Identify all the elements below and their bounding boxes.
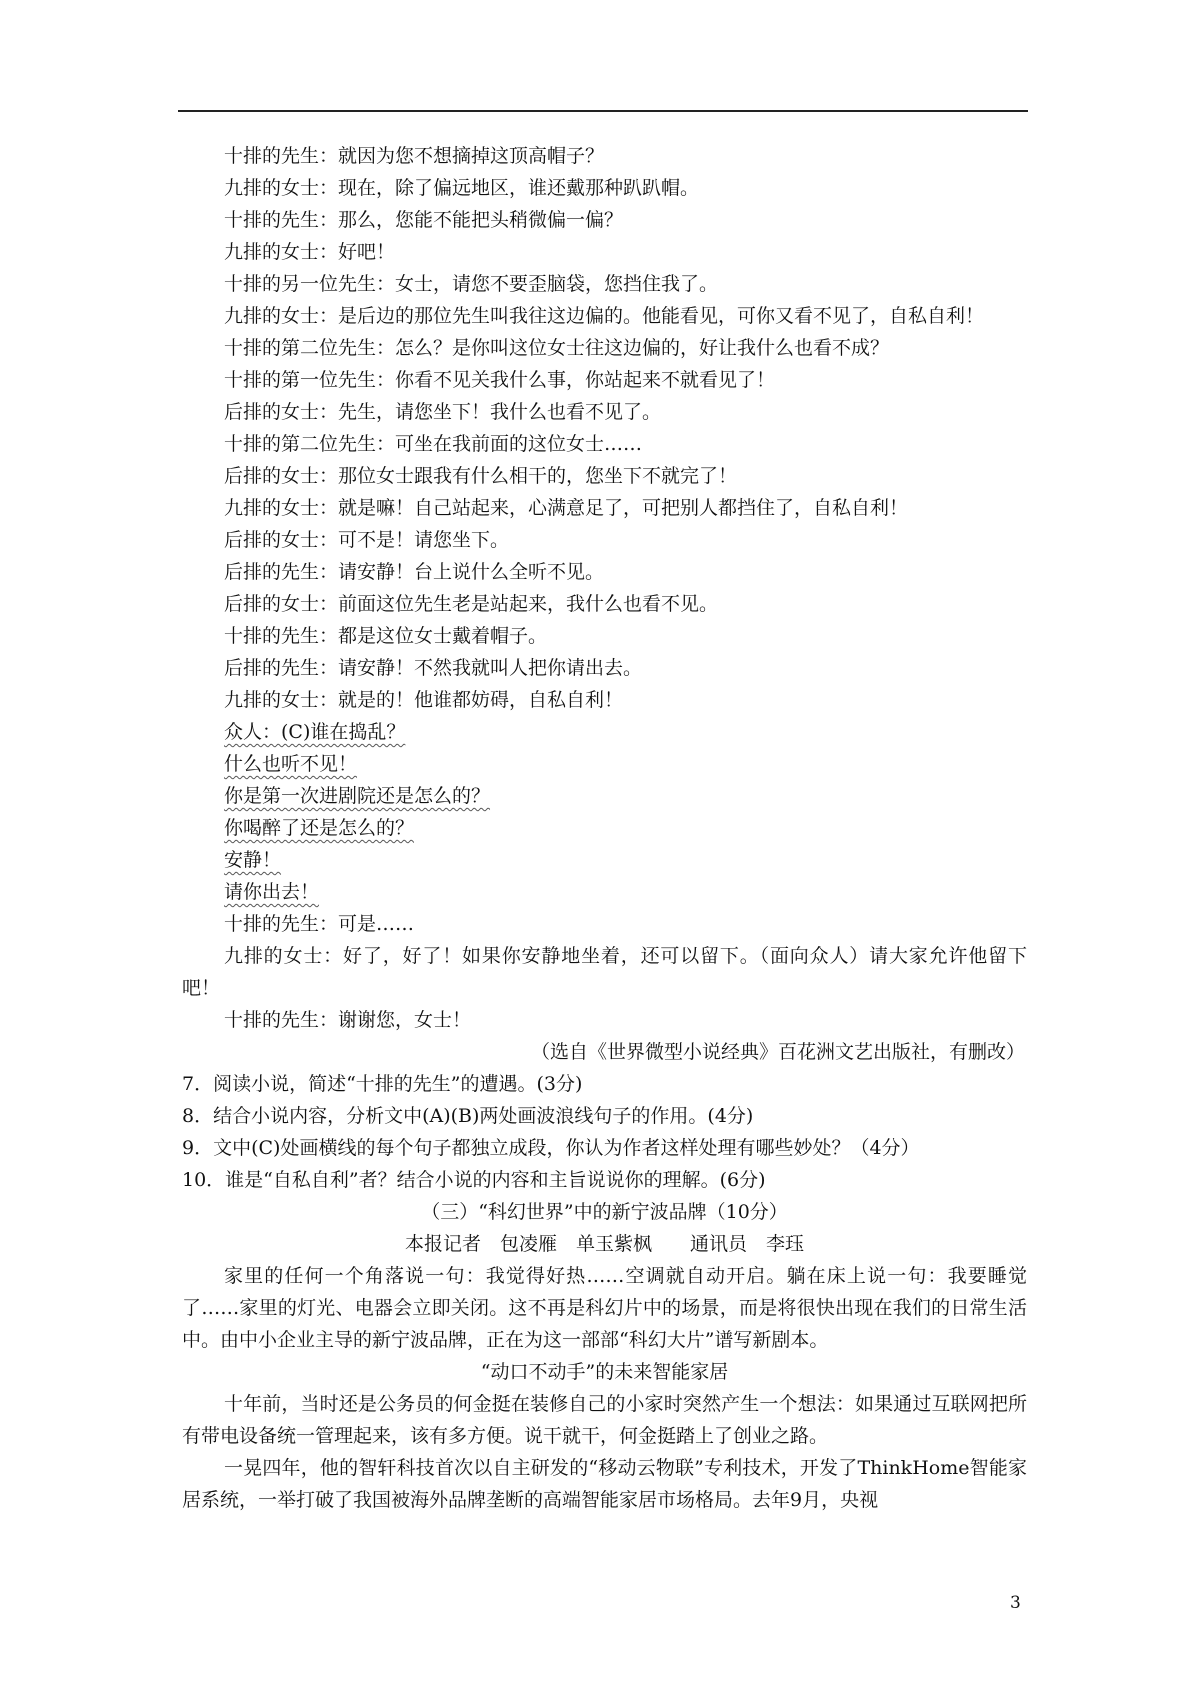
dialogue-line: 九排的女士：是后边的那位先生叫我往这边偏的。他能看见，可你又看不见了，自私自利！: [224, 305, 985, 327]
dialogue-line: 后排的女士：那位女士跟我有什么相干的，您坐下不就完了！: [224, 465, 738, 487]
question-7: 7．阅读小说，简述“十排的先生”的遭遇。(3分): [182, 1073, 583, 1095]
article-intro: 家里的任何一个角落说一句：我觉得好热……空调就自动开启。躺在床上说一句：我要睡觉了……家里的灯光、电器会立即关闭。这不再是科幻片中的场景，而是将很快出现在我们的日常生活中。由中小企业主导的新宁波品牌，正在为这一部部“科幻大片”谱写新剧本。: [182, 1265, 1027, 1351]
question-8: 8．结合小说内容，分析文中(A)(B)两处画波浪线句子的作用。(4分): [182, 1105, 754, 1127]
dialogue-line: 十排的另一位先生：女士，请您不要歪脑袋，您挡住我了。: [224, 273, 719, 295]
dialogue-line: 十排的先生：就因为您不想摘掉这顶高帽子？: [224, 145, 605, 167]
dialogue-line: 十排的先生：谢谢您，女士！: [224, 1009, 472, 1031]
dialogue-line: 后排的女士：可不是！请您坐下。: [224, 529, 510, 551]
dialogue-line: 九排的女士：好吧！: [224, 241, 396, 263]
byline: 本报记者 包凌雁 单玉紫枫 通讯员 李珏: [404, 1233, 804, 1255]
dialogue-line: 十排的第二位先生：可坐在我前面的这位女士……: [224, 433, 643, 455]
article-paragraph: 一晃四年，他的智轩科技首次以自主研发的“移动云物联”专利技术，开发了ThinkHome智能家居系统，一举打破了我国被海外品牌垄断的高端智能家居市场格局。去年9月，央视: [182, 1457, 1027, 1511]
crowd-line: 安静！: [224, 849, 282, 871]
crowd-line: 请你出去！: [224, 881, 320, 903]
dialogue-line: 九排的女士：好了，好了！如果你安静地坐着，还可以留下。（面向众人）请大家允许他留下吧！: [182, 945, 1027, 999]
dialogue-line: 十排的第一位先生：你看不见关我什么事，你站起来不就看见了！: [224, 369, 776, 391]
dialogue-line: 十排的先生：那么，您能不能把头稍微偏一偏？: [224, 209, 624, 231]
crowd-line: 众人：(C)谁在捣乱？: [224, 721, 406, 743]
crowd-line: 什么也听不见！: [224, 753, 358, 775]
page-body: [182, 140, 1027, 1516]
dialogue-line: 后排的女士：前面这位先生老是站起来，我什么也看不见。: [224, 593, 719, 615]
crowd-line: 你是第一次进剧院还是怎么的？: [224, 785, 491, 807]
dialogue-line: 十排的先生：可是……: [224, 913, 415, 935]
dialogue-line: 后排的女士：先生，请您坐下！我什么也看不见了。: [224, 401, 662, 423]
header-rule: [178, 110, 1028, 112]
question-9: 9．文中(C)处画横线的每个句子都独立成段，你认为作者这样处理有哪些妙处？（4分）: [182, 1137, 920, 1159]
article-subtitle: “动口不动手”的未来智能家居: [480, 1361, 729, 1383]
section-title: （三）“科幻世界”中的新宁波品牌（10分）: [421, 1201, 788, 1223]
article-paragraph: 十年前，当时还是公务员的何金挺在装修自己的小家时突然产生一个想法：如果通过互联网把所有带电设备统一管理起来，该有多方便。说干就干，何金挺踏上了创业之路。: [182, 1393, 1027, 1447]
dialogue-line: 十排的先生：都是这位女士戴着帽子。: [224, 625, 548, 647]
dialogue-line: 九排的女士：就是嘛！自己站起来，心满意足了，可把别人都挡住了，自私自利！: [224, 497, 909, 519]
dialogue-line: 后排的先生：请安静！台上说什么全听不见。: [224, 561, 605, 583]
source-citation: （选自《世界微型小说经典》百花洲文艺出版社，有删改）: [530, 1041, 1025, 1063]
dialogue-line: 后排的先生：请安静！不然我就叫人把你请出去。: [224, 657, 643, 679]
question-10: 10．谁是“自私自利”者？结合小说的内容和主旨说说你的理解。(6分): [182, 1169, 766, 1191]
dialogue-line: 九排的女士：就是的！他谁都妨碍，自私自利！: [224, 689, 624, 711]
crowd-line: 你喝醉了还是怎么的？: [224, 817, 415, 839]
page-number: 3: [1010, 1593, 1021, 1613]
dialogue-line: 十排的第二位先生：怎么？是你叫这位女士往这边偏的，好让我什么也看不成？: [224, 337, 890, 359]
dialogue-line: 九排的女士：现在，除了偏远地区，谁还戴那种趴趴帽。: [224, 177, 700, 199]
